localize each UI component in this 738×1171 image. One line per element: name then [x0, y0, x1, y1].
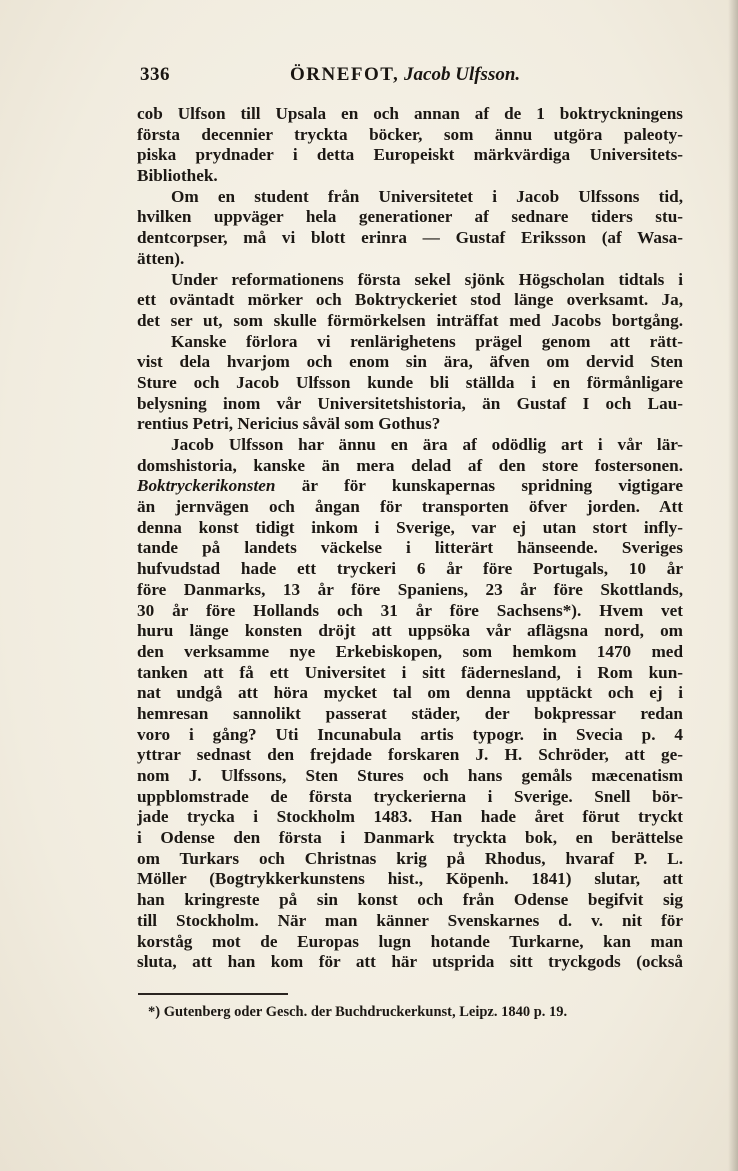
text-line: ett oväntadt mörker och Boktryckeriet stod länge overksamt. Ja, — [137, 290, 683, 310]
text-line: korståg mot de Europas lugn hotande Turkarne, kan man — [137, 931, 683, 951]
text-line: första decennier tryckta böcker, som ännu utgöra paleoty- — [137, 124, 683, 144]
line-rest: är för kunskapernas spridning vigtigare — [275, 476, 683, 496]
text-line: uppblomstrade de första tryckerierna i Sverige. Snell bör- — [137, 786, 683, 806]
text-line: Under reformationens första sekel sjönk Högscholan tidtals i — [171, 269, 683, 289]
text-line: jade trycka i Stockholm 1483. Han hade året förut tryckt — [137, 807, 683, 827]
text-line: denna konst tidigt inkom i Sverige, var ej utan stort infly- — [137, 517, 683, 537]
running-title-name: ÖRNEFOT, — [290, 64, 400, 85]
text-line: Kanske förlora vi renlärighetens prägel genom att rätt- — [171, 331, 683, 351]
text-line: han kringreste på sin konst och från Odense begifvit sig — [137, 890, 683, 910]
text-line: hufvudstad hade ett tryckeri 6 år före Portugals, 10 år — [137, 559, 683, 579]
running-title-subject: Jacob Ulfsson. — [404, 64, 521, 85]
text-line: 30 år före Hollands och 31 år före Sachsens*). Hvem vet — [137, 600, 683, 620]
text-line: i Odense den första i Danmark tryckta bok, en berättelse — [137, 828, 683, 848]
body-text — [137, 104, 683, 973]
text-line: än jernvägen och ångan för transporten öfver jorden. Att — [137, 497, 683, 517]
running-title — [290, 64, 520, 86]
running-head — [140, 64, 660, 90]
italic-term: Boktryckerikonsten — [137, 476, 276, 496]
page-edge-shadow — [728, 0, 738, 1171]
text-line: den verksamme nye Erkebiskopen, som hemkom 1470 med — [137, 641, 683, 661]
text-line: belysning inom vår Universitetshistoria, än Gustaf I och Lau- — [137, 393, 683, 413]
text-line: till Stockholm. När man känner Svenskarnes d. v. nit för — [137, 910, 683, 930]
text-line: nom J. Ulfssons, Sten Stures och hans gemåls mæcenatism — [137, 766, 683, 785]
text-line: tande på landets väckelse i litterärt hänseende. Sveriges — [137, 538, 683, 558]
text-line: Sture och Jacob Ulfsson kunde bli ställda i en förmånligare — [137, 372, 683, 392]
text-line: hemresan sannolikt passerat städer, der bokpressar redan — [137, 703, 683, 723]
text-line: domshistoria, kanske än mera delad af den store fostersonen. — [137, 455, 683, 475]
text-line: dentcorpser, må vi blott erinra — Gustaf Eriksson (af Wasa- — [137, 228, 683, 248]
footnote: *) Gutenberg oder Gesch. der Buchdruckerkunst, Leipz. 1840 p. 19. — [148, 1004, 568, 1020]
text-line: yttrar sednast den frejdade forskaren J. H. Schröder, att ge- — [137, 745, 683, 765]
text-line: voro i gång? Uti Incunabula artis typogr. in Svecia p. 4 — [137, 724, 683, 744]
text-line: det ser ut, som skulle förmörkelsen inträffat med Jacobs bortgång. — [137, 310, 683, 330]
text-line — [137, 476, 683, 497]
text-line: Om en student från Universitetet i Jacob Ulfssons tid, — [171, 186, 683, 206]
text-line: sluta, att han kom för att här utsprida sitt tryckgods (också — [137, 952, 683, 972]
text-line: vist dela hvarjom och enom sin ära, äfven om dervid Sten — [137, 352, 683, 372]
text-line: rentius Petri, Nericius såväl som Gothus? — [137, 414, 441, 434]
text-line: om Turkars och Christnas krig på Rhodus, hvaraf P. L. — [137, 848, 683, 868]
text-line: huru länge konsten dröjt att uppsöka vår aflägsna nord, om — [137, 621, 683, 641]
text-line: hvilken uppväger hela generationer af sednare tiders stu- — [137, 207, 683, 227]
text-line: före Danmarks, 13 år före Spaniens, 23 år före Skottlands, — [137, 579, 683, 599]
text-line: tanken att få ett Universitet i sitt fädernesland, i Rom kun- — [137, 662, 683, 682]
text-line: piska prydnader i detta Europeiskt märkvärdiga Universitets- — [137, 145, 683, 165]
text-line: Jacob Ulfsson har ännu en ära af odödlig art i vår lär- — [171, 435, 683, 454]
page-number: 336 — [140, 64, 170, 85]
text-line: ätten). — [137, 248, 185, 268]
text-line: Bibliothek. — [137, 166, 218, 186]
footnote-rule — [138, 993, 288, 995]
text-line: nat undgå att höra mycket tal om denna upptäckt och ej i — [137, 683, 683, 703]
text-line: Möller (Bogtrykkerkunstens hist., Köpenh. 1841) slutar, att — [137, 869, 683, 889]
text-line: cob Ulfson till Upsala en och annan af de 1 boktryckningens — [137, 104, 683, 123]
